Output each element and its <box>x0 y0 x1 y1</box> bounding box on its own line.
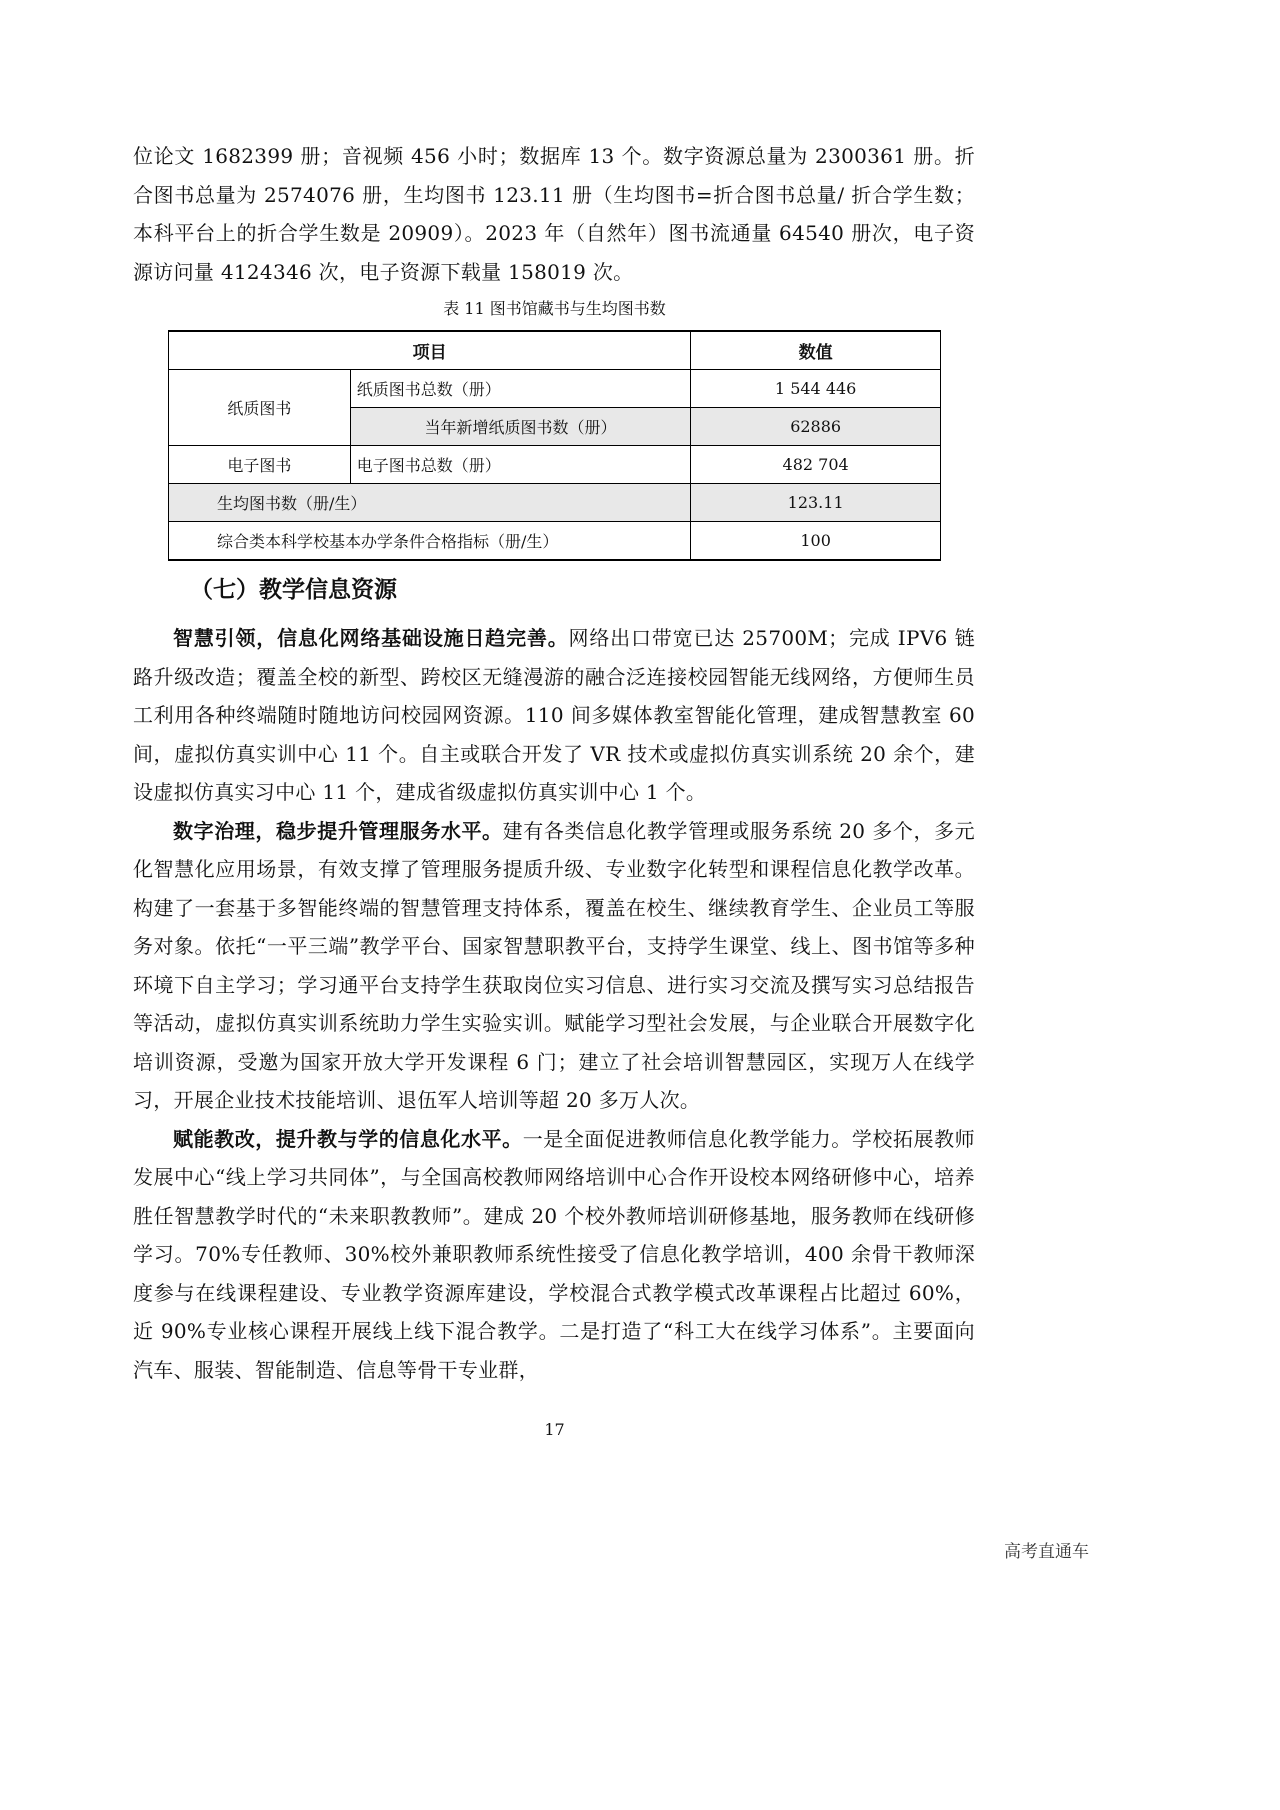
table-header-row <box>169 331 941 370</box>
paragraph-text: 建有各类信息化教学管理或服务系统 20 多个，多元化智慧化应用场景，有效支撑了管理服务提质升级、专业数字化转型和课程信息化教学改革。构建了一套基于多智能终端的智慧管理支持体系，覆盖在校生、继续教育学生、企业员工等服务对象。依托“一平三端”教学平台、国家智慧职教平台，支持学生课堂、线上、图书馆等多种环境下自主学习；学习通平台支持学生获取岗位实习信息、进行实习交流及撰写实习总结报告等活动，虚拟仿真实训系统助力学生实验实训。赋能学习型社会发展，与企业联合开展数字化培训资源，受邀为国家开放大学开发课程 6 门；建立了社会培训智慧园区，实现万人在线学习，开展企业技术技能培训、退伍军人培训等超 20 多万人次。 <box>133 818 975 1112</box>
standard-value: 100 <box>691 522 941 561</box>
paper-total-value: 1 544 446 <box>691 370 941 408</box>
ebook-group-cell: 电子图书 <box>169 446 351 484</box>
ebook-total-label: 电子图书总数（册） <box>350 446 691 484</box>
body-paragraphs <box>133 619 975 1389</box>
table-row <box>169 522 941 561</box>
ebook-total-value: 482 704 <box>691 446 941 484</box>
paragraph-digital-governance <box>133 812 975 1120</box>
table-row <box>169 484 941 522</box>
paper-new-label: 当年新增纸质图书数（册） <box>350 408 691 446</box>
table-caption: 表 11 图书馆藏书与生均图书数 <box>443 299 666 318</box>
intro-paragraph: 位论文 1682399 册；音视频 456 小时；数据库 13 个。数字资源总量为 2300361 册。折合图书总量为 2574076 册，生均图书 123.11 册（生均图书=折合图书总量/ 折合学生数；本科平台上的折合学生数是 20909）。2023 年（自然年）图书流通量 64540 册次，电子资源访问量 4124346 次，电子资源下载量 158019 次。 <box>133 144 975 284</box>
paragraph-lead: 智慧引领，信息化网络基础设施日趋完善。 <box>173 626 569 650</box>
paragraph-smart-network <box>133 619 975 812</box>
per-student-label: 生均图书数（册/生） <box>169 484 691 522</box>
library-books-table <box>168 330 941 561</box>
intro-paragraph-block <box>133 137 975 291</box>
paragraph-teaching-reform <box>133 1120 975 1390</box>
header-item: 项目 <box>169 331 691 370</box>
paragraph-text: 网络出口带宽已达 25700M；完成 IPV6 链路升级改造；覆盖全校的新型、跨校区无缝漫游的融合泛连接校园智能无线网络，方便师生员工利用各种终端随时随地访问校园网资源。110 间多媒体教室智能化管理，建成智慧教室 60 间，虚拟仿真实训中心 11 个。自主或联合开发了 VR 技术或虚拟仿真实训系统 20 余个，建设虚拟仿真实习中心 11 个，建成省级虚拟仿真实训中心 1 个。 <box>133 626 975 804</box>
header-value: 数值 <box>691 331 941 370</box>
paper-total-label: 纸质图书总数（册） <box>350 370 691 408</box>
watermark-text: 高考直通车 <box>1004 1542 1089 1562</box>
page-number: 17 <box>544 1420 565 1439</box>
paragraph-text: 一是全面促进教师信息化教学能力。学校拓展教师发展中心“线上学习共同体”，与全国高校教师网络培训中心合作开设校本网络研修中心，培养胜任智慧教学时代的“未来职教教师”。建成 20 个校外教师培训研修基地，服务教师在线研修学习。70%专任教师、30%校外兼职教师系统性接受了信息化教学培训，400 余骨干教师深度参与在线课程建设、专业教学资源库建设，学校混合式教学模式改革课程占比超过 60%，近 90%专业核心课程开展线上线下混合教学。二是打造了“科工大在线学习体系”。主要面向汽车、服装、智能制造、信息等骨干专业群， <box>133 1126 975 1382</box>
section-title: （七）教学信息资源 <box>190 576 397 603</box>
standard-label: 综合类本科学校基本办学条件合格指标（册/生） <box>169 522 691 561</box>
table-row <box>169 446 941 484</box>
paragraph-lead: 赋能教改，提升教与学的信息化水平。 <box>173 1126 523 1151</box>
paper-new-value: 62886 <box>691 408 941 446</box>
paper-group-cell: 纸质图书 <box>169 370 351 446</box>
table-row <box>169 370 941 408</box>
paragraph-lead: 数字治理，稳步提升管理服务水平。 <box>173 818 503 843</box>
per-student-value: 123.11 <box>691 484 941 522</box>
